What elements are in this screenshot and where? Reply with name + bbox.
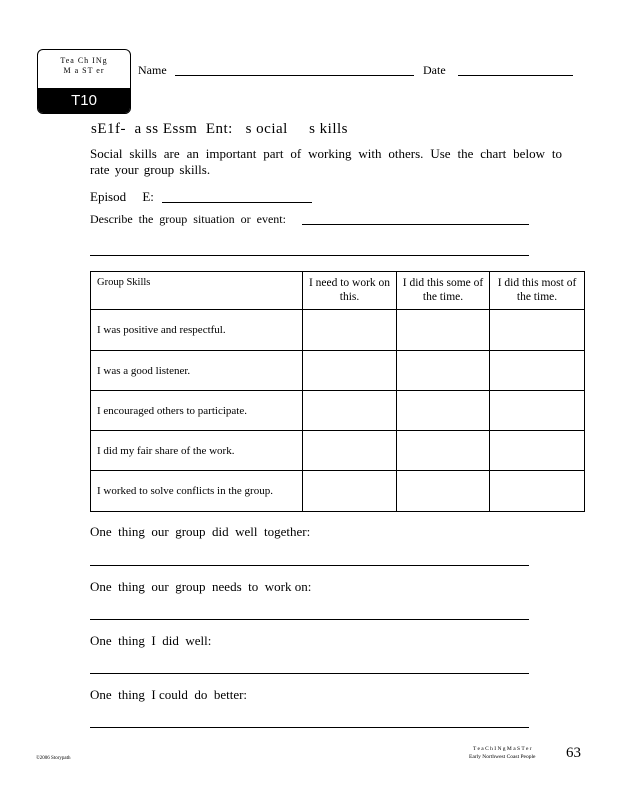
table-header-row: [91, 272, 585, 310]
skill-label: I was a good listener.: [91, 351, 303, 391]
answer-line-needs-to-work-on[interactable]: [90, 619, 529, 620]
rating-cell-most-of-time[interactable]: [490, 431, 585, 471]
prompt-did-well-together: One thing our group did well together:: [90, 524, 311, 539]
date-field[interactable]: [458, 75, 573, 76]
teaching-master-badge: [37, 49, 131, 114]
footer-book-info: [469, 745, 535, 761]
page-title: sE1f- a ss Essm Ent: s ocial s kills: [91, 121, 348, 137]
describe-field-line-1[interactable]: [302, 224, 529, 225]
table-row: [91, 431, 585, 471]
rating-cell-most-of-time[interactable]: [490, 310, 585, 351]
intro-text: Social skills are an important part of working with others. Use the chart below to rate your group skills.: [90, 146, 562, 177]
prompt-needs-to-work-on: One thing our group needs to work on:: [90, 579, 312, 594]
describe-label: Describe the group situation or event:: [90, 212, 286, 226]
footer-book-title: Early Northwest Coast People: [469, 754, 536, 760]
describe-field-line-2[interactable]: [90, 255, 529, 256]
rating-cell-need-to-work[interactable]: [303, 391, 397, 431]
column-header-some-of-time: I did this some of the time.: [397, 272, 490, 310]
rating-cell-some-of-time[interactable]: [397, 431, 490, 471]
rating-cell-most-of-time[interactable]: [490, 351, 585, 391]
date-label: Date: [423, 63, 446, 77]
skill-label: I worked to solve conflicts in the group.: [91, 471, 303, 512]
rating-cell-need-to-work[interactable]: [303, 471, 397, 512]
table-row: [91, 471, 585, 512]
answer-line-i-did-well[interactable]: [90, 673, 529, 674]
column-header-need-to-work: I need to work on this.: [303, 272, 397, 310]
table-row: [91, 351, 585, 391]
column-header-group-skills: Group Skills: [91, 272, 303, 310]
rating-cell-need-to-work[interactable]: [303, 310, 397, 351]
skill-label: I was positive and respectful.: [91, 310, 303, 351]
rating-cell-need-to-work[interactable]: [303, 431, 397, 471]
page-number: 63: [566, 745, 581, 761]
table-row: [91, 310, 585, 351]
badge-line-1: Tea Ch INg: [60, 56, 108, 65]
name-field[interactable]: [175, 75, 414, 76]
table-row: [91, 391, 585, 431]
answer-line-could-do-better[interactable]: [90, 727, 529, 728]
name-label: Name: [138, 63, 167, 77]
copyright-text: ©2006 Storypath: [36, 756, 71, 761]
prompt-could-do-better: One thing I could do better:: [90, 687, 248, 702]
rating-cell-some-of-time[interactable]: [397, 310, 490, 351]
rating-cell-some-of-time[interactable]: [397, 351, 490, 391]
badge-code: T10: [38, 88, 130, 113]
rating-cell-some-of-time[interactable]: [397, 391, 490, 431]
skill-label: I did my fair share of the work.: [91, 431, 303, 471]
rating-cell-most-of-time[interactable]: [490, 391, 585, 431]
answer-line-did-well-together[interactable]: [90, 565, 529, 566]
group-skills-table: [90, 271, 585, 512]
skill-label: I encouraged others to participate.: [91, 391, 303, 431]
rating-cell-need-to-work[interactable]: [303, 351, 397, 391]
badge-line-2: M a ST er: [63, 66, 105, 75]
rating-cell-most-of-time[interactable]: [490, 471, 585, 512]
column-header-most-of-time: I did this most of the time.: [490, 272, 585, 310]
rating-cell-some-of-time[interactable]: [397, 471, 490, 512]
footer-master-label: T e a C h I N g M a S T e r: [472, 746, 532, 752]
episode-label: Episod E:: [90, 189, 154, 204]
episode-field[interactable]: [162, 202, 312, 203]
prompt-i-did-well: One thing I did well:: [90, 633, 212, 648]
